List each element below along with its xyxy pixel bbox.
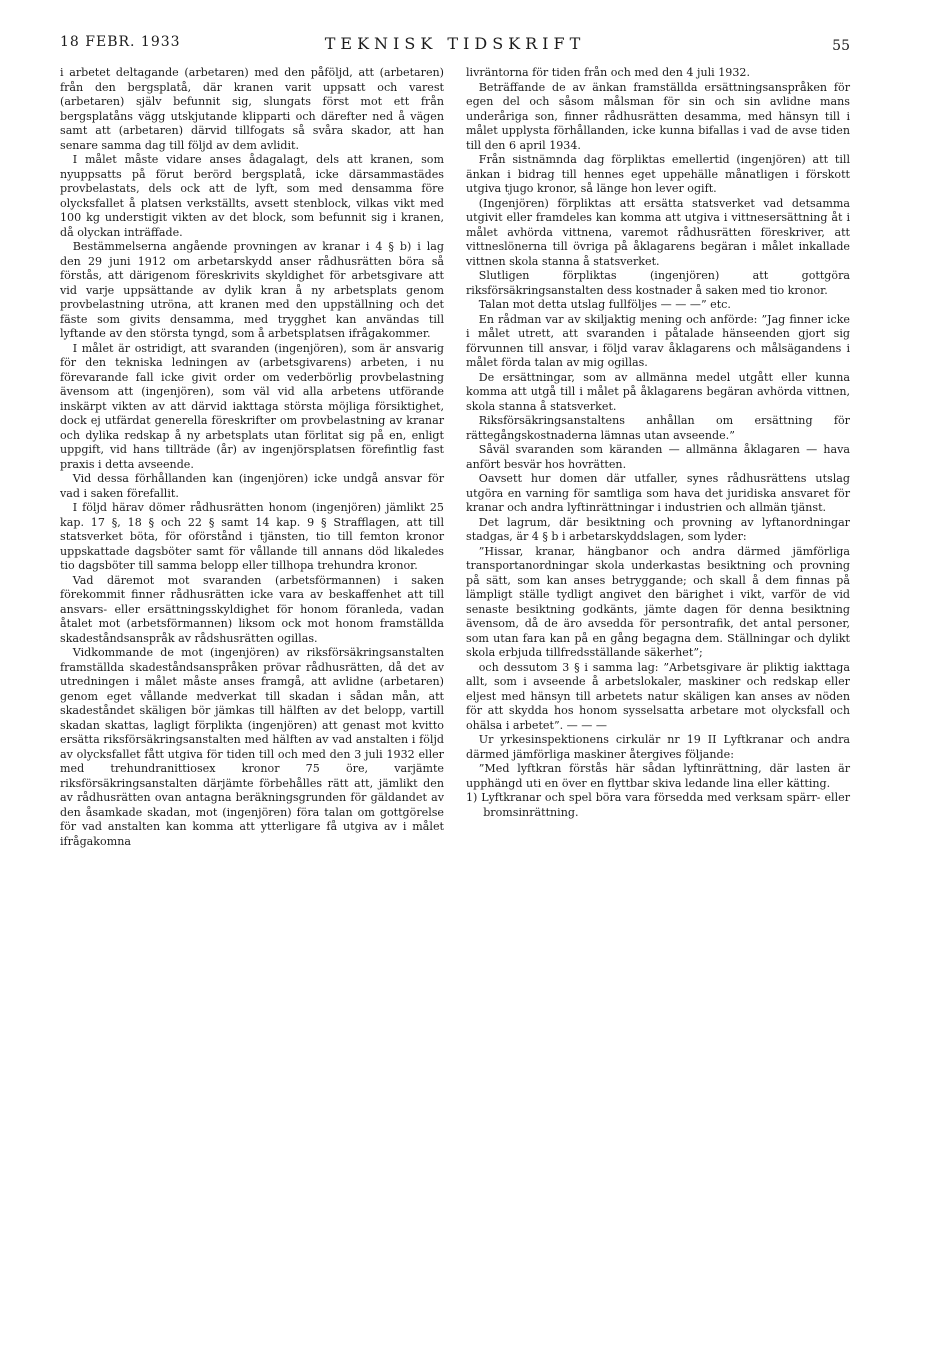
- paragraph: I följd härav dömer rådhusrätten honom (ingenjören) jämlikt 25 kap. 17 §, 18 § och 22 § samt 14 kap. 9 § Strafflagen, att till statsverket böta, för oförstånd i tjänsten, tio till femton kronor uppskattade dagsböter samt för vållande till annans död likaledes tio dagsböter till samma belopp eller tillhopa trehundra kronor.: [60, 501, 444, 572]
- left-column: [60, 66, 444, 849]
- paragraph: Vad däremot mot svaranden (arbetsförmannen) i saken förekommit finner rådhusrätten icke vara av beskaffenhet att till ansvars- eller ersättningsskyldighet för honom föranleda, vadan åtalet mot (arbetsförmannen) liksom ock mot honom framställda skadeståndsanspråk av rådshusrätten ogillas.: [60, 573, 444, 645]
- paragraph: och dessutom 3 § i samma lag: ”Arbetsgivare är pliktig iakttaga allt, som i avseende å arbetslokaler, maskiner och redskap eller eljest med hänsyn till arbetets natur skäligen kan anses av nöden för att skydda hos honom sysselsatta arbetare mot olycksfall och ohälsa i arbetet”. — — —: [466, 660, 850, 732]
- paragraph: i arbetet deltagande (arbetaren) med den påföljd, att (arbetaren) från den bergsplatå, där kranen varit uppsatt och varest (arbetaren) själv befunnit sig, slungats först mot ett från bergsplatåns vägg utskjutande klipparti och därefter ned å vägen samt att (arbetaren) därvid tillfogats så svåra skador, att han senare samma dag till följd av dem avlidit.: [60, 66, 444, 152]
- list-item: 1) Lyftkranar och spel böra vara försedda med verksam spärr- eller bromsinrättning.: [466, 791, 850, 819]
- paragraph: De ersättningar, som av allmänna medel utgått eller kunna komma att utgå till i målet på åklagarens begäran avhörda vittnen, skola stanna å statsverket.: [466, 370, 850, 413]
- page-number: 55: [832, 38, 850, 54]
- paragraph: Slutligen förpliktas (ingenjören) att gottgöra riksförsäkringsanstalten dess kostnader å saken med tio kronor.: [466, 269, 850, 297]
- paragraph: I målet måste vidare anses ådagalagt, dels att kranen, som nyuppsatts på förut berörd bergsplatå, icke därsammastädes provbelastats, dels ock att de lyft, som med densamma före olycksfallet å platsen verkställts, avsett stenblock, vilkas vikt med 100 kg understigit vikten av det block, som befunnit sig i kranen, då olyckan inträffade.: [60, 153, 444, 239]
- paragraph: livräntorna för tiden från och med den 4 juli 1932.: [466, 66, 750, 79]
- paragraph: Bestämmelserna angående provningen av kranar i 4 § b) i lag den 29 juni 1912 om arbetarskydd anser rådhusrätten böra så förstås, att därigenom föreskrivits skyldighet för arbetsgivare att vid varje uppsättande av dylik kran å ny arbetsplats genom provbelastning utröna, att kranen med den uppställning och det fäste som givits densamma, med trygghet kan användas till lyftande av den största tyngd, som å arbetsplatsen ifrågakommer.: [60, 240, 444, 340]
- paragraph: Det lagrum, där besiktning och provning av lyftanordningar stadgas, är 4 § b i arbetarskyddslagen, som lyder:: [466, 515, 850, 543]
- journal-title: TEKNISK TIDSKRIFT: [324, 34, 586, 53]
- quoted-paragraph: ”Med lyftkran förstås här sådan lyftinrättning, där lasten är upphängd uti en över en flyttbar skiva ledande lina eller kätting.: [466, 762, 850, 790]
- quoted-paragraph: ”Hissar, kranar, hängbanor och andra därmed jämförliga transportanordningar skola underkastas besiktning och provning på sätt, som kan anses betryggande; och skall å dem finnas på lämpligt ställe tydligt angivet den bärighet i vikt, varför de vid senaste besiktning godkänts, jämte dagen för denna besiktning ävensom, då de äro avsedda för persontrafik, det antal personer, som utan fara kan på en gång begagna dem. Ställningar och dylikt skola erbjuda tillfredsställande säkerhet”;: [466, 544, 850, 659]
- right-column: [466, 66, 850, 820]
- paragraph: I målet är ostridigt, att svaranden (ingenjören), som är ansvarig för den tekniska ledningen av (arbetsgivarens) arbeten, i nu förevarande fall icke givit order om vederbörlig provbelastning ävensom att (ingenjören), som väl vid alla arbetens utförande inskärpt vikten av att därvid iakttaga största möjliga försiktighet, dock ej utfärdat generella föreskrifter om provbelastning av kranar och dylika redskap å ny arbetsplats utan förlitat sig på en, enligt uppgift, vid hans tillträde (år) av ingenjörsplatsen förefintlig fast praxis i detta avseende.: [60, 341, 444, 471]
- paragraph: Beträffande de av änkan framställda ersättningsanspråken för egen del och såsom målsman för sin och sin avlidne mans underåriga son, finner rådhusrätten desamma, med hänsyn till i målet upplysta förhållanden, icke kunna bifallas i vad de avse tiden till den 6 april 1934.: [466, 80, 850, 152]
- paragraph: En rådman var av skiljaktig mening och anförde: ”Jag finner icke i målet utrett, att svaranden i påtalade hänseenden gjort sig förvunnen till ansvar, i följd varav åklagarens och målsägandens i målet förda talan av mig ogillas.: [466, 312, 850, 369]
- paragraph: (Ingenjören) förpliktas att ersätta statsverket vad detsamma utgivit eller framdeles kan komma att utgiva i vittnesersättning åt i målet avhörda vittnena, varemot rådhusrätten föreskriver, att vittneslönerna till övriga på åklagarens begäran i målet inkallade vittnen skola stanna å statsverket.: [466, 196, 850, 268]
- paragraph: Vid dessa förhållanden kan (ingenjören) icke undgå ansvar för vad i saken förefallit.: [60, 472, 444, 500]
- paragraph: Ur yrkesinspektionens cirkulär nr 19 II Lyftkranar och andra därmed jämförliga maskiner återgives följande:: [466, 733, 850, 761]
- paragraph: Såväl svaranden som käranden — allmänna åklagaren — hava anfört besvär hos hovrätten.: [466, 443, 850, 471]
- paragraph: Riksförsäkringsanstaltens anhållan om ersättning för rättegångskostnaderna lämnas utan avseende.”: [466, 414, 850, 442]
- issue-date: 18 FEBR. 1933: [60, 34, 181, 50]
- page-header: [60, 34, 850, 56]
- paragraph: Från sistnämnda dag förpliktas emellertid (ingenjören) att till änkan i bidrag till hennes eget uppehälle månatligen i förskott utgiva tjugo kronor, så länge hon lever ogift.: [466, 153, 850, 195]
- paragraph: Oavsett hur domen där utfaller, synes rådhusrättens utslag utgöra en varning för samtliga som hava det juridiska ansvaret för kranar och andra lyftinrättningar i industrien och allmän tjänst.: [466, 472, 850, 514]
- paragraph: Vidkommande de mot (ingenjören) av riksförsäkringsanstalten framställda skadeståndsanspråken prövar rådhusrätten, då det av utredningen i målet måste anses framgå, att avlidne (arbetaren) genom eget vållande medverkat till skadan i sådan mån, att skadeståndet skäligen bör jämkas till hälften av det belopp, vartill skadan skattas, lagligt förplikta (ingenjören) att genast mot kvitto ersätta riksförsäkringsanstalten med hälften av vad anstalten i följd av olycksfallet fått utgiva för tiden till och med den 3 juli 1932 eller med trehundranittiosex kronor 75 öre, varjämte riksförsäkringsanstalten därjämte förbehålles rätt att, jämlikt den av rådhusrätten ovan antagna beräkningsgrunden för gäldandet av den åsamkade skadan, mot (ingenjören) föra talan om gottgörelse för vad anstalten kan komma att ytterligare få utgiva av i målet ifrågakomna: [60, 646, 444, 848]
- paragraph: Talan mot detta utslag fullföljes — — —” etc.: [478, 298, 731, 311]
